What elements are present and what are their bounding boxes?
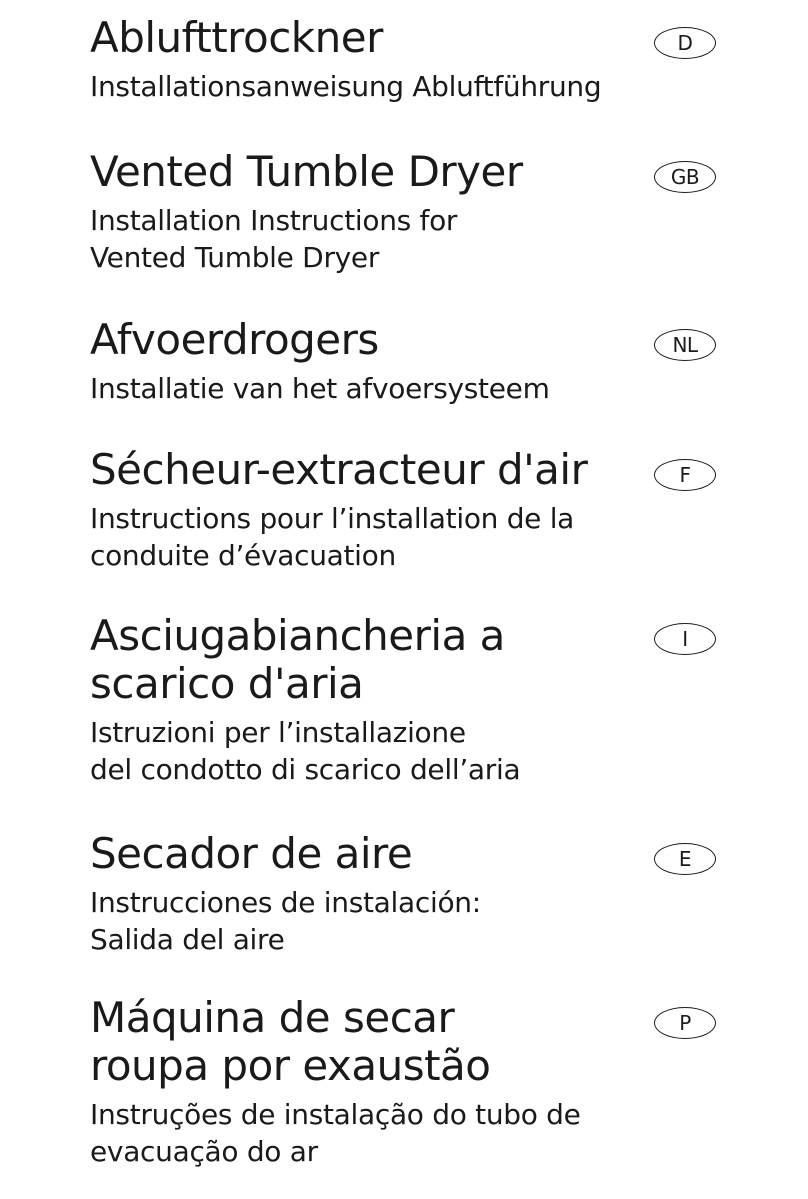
section-gb: [90, 148, 730, 276]
language-badge-i: I: [654, 623, 716, 655]
section-it: [90, 612, 730, 788]
section-subtitle: Instrucciones de instalación: Salida del aire: [90, 886, 481, 956]
language-badge-gb: GB: [654, 161, 716, 193]
section-title: Ablufttrockner: [90, 13, 383, 62]
language-badge-d: D: [654, 27, 716, 59]
section-de: [90, 14, 730, 105]
language-badge-p: P: [654, 1007, 716, 1039]
section-fr: [90, 446, 730, 574]
section-pt: [90, 994, 730, 1170]
section-title: Máquina de secar roupa por exaustão: [90, 993, 491, 1090]
section-title: Secador de aire: [90, 829, 413, 878]
section-subtitle: Installation Instructions for Vented Tumble Dryer: [90, 204, 458, 274]
language-badge-f: F: [654, 459, 716, 491]
section-subtitle: Instruções de instalação do tubo de evacuação do ar: [90, 1098, 581, 1168]
section-subtitle: Installatie van het afvoersysteem: [90, 372, 550, 405]
section-title: Asciugabiancheria a scarico d'aria: [90, 611, 505, 708]
section-title: Afvoerdrogers: [90, 315, 379, 364]
section-es: [90, 830, 730, 958]
language-badge-nl: NL: [654, 329, 716, 361]
language-badge-e: E: [654, 843, 716, 875]
section-subtitle: Istruzioni per l’installazione del condotto di scarico dell’aria: [90, 716, 521, 786]
section-subtitle: Installationsanweisung Abluftführung: [90, 70, 602, 103]
section-subtitle: Instructions pour l’installation de la conduite d’évacuation: [90, 502, 575, 572]
section-title: Sécheur-extracteur d'air: [90, 445, 588, 494]
section-title: Vented Tumble Dryer: [90, 147, 523, 196]
section-nl: [90, 316, 730, 407]
